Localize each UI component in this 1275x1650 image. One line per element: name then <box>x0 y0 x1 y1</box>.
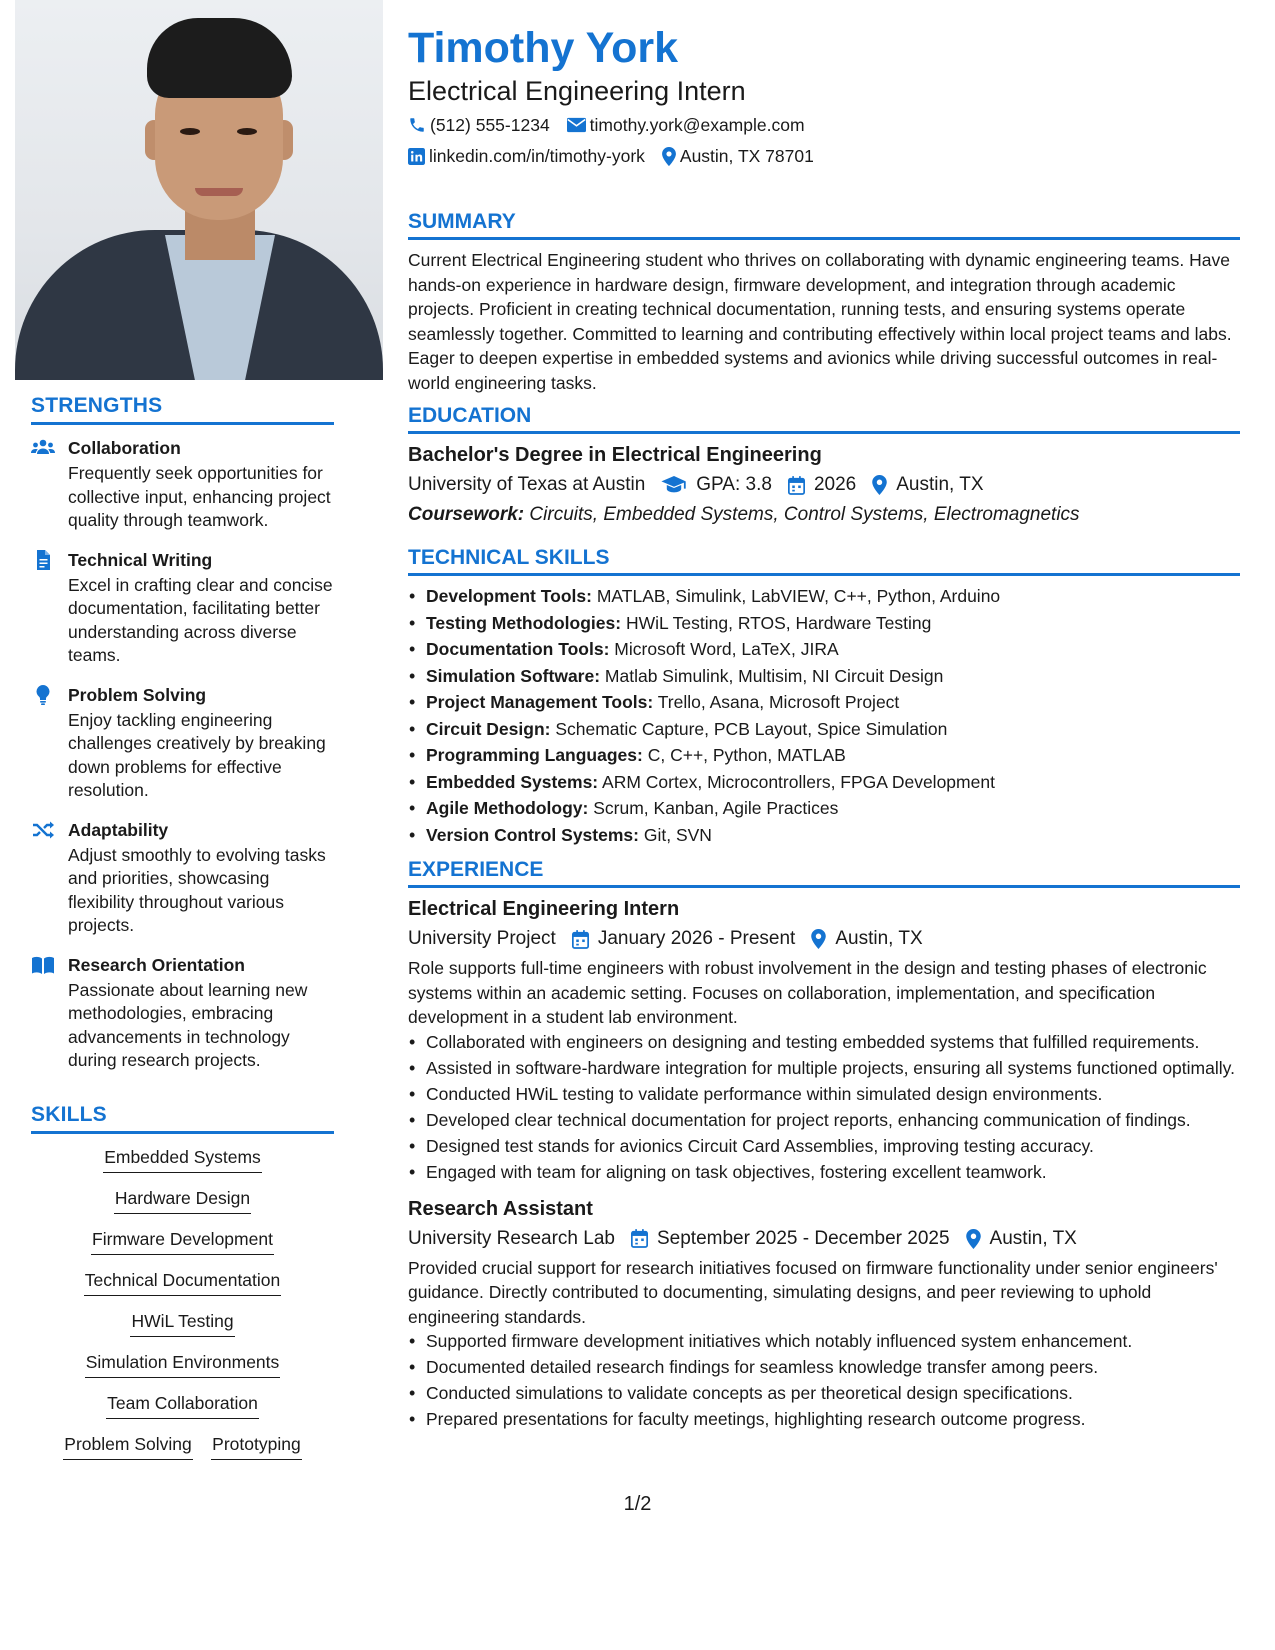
strength-title: Technical Writing <box>68 549 213 570</box>
education-heading: EDUCATION <box>408 404 1240 434</box>
linkedin-icon <box>408 148 425 165</box>
graduation-year: 2026 <box>788 472 856 498</box>
calendar-icon <box>788 476 805 495</box>
list-item: • Simulation Software: Matlab Simulink, Multisim, NI Circuit Design <box>426 664 1240 689</box>
map-pin-icon <box>872 475 887 495</box>
strength-title: Collaboration <box>68 438 181 458</box>
school-name: University of Texas at Austin <box>408 474 646 495</box>
skill-tag: Embedded Systems <box>103 1146 262 1173</box>
contact-phone[interactable] <box>408 114 550 136</box>
location-text: Austin, TX 78701 <box>679 146 814 166</box>
strength-desc: Enjoy tackling engineering challenges creatively by breaking down problems for effective resolution. <box>68 709 326 800</box>
list-item: • Version Control Systems: Git, SVN <box>426 823 1240 848</box>
strength-title: Problem Solving <box>68 684 207 705</box>
list-item: • Collaborated with engineers on designing and testing embedded systems that fulfilled requirements. <box>426 1030 1240 1054</box>
map-pin-icon <box>966 1229 981 1249</box>
skill-tag: HWiL Testing <box>130 1310 234 1337</box>
contact-row <box>408 145 831 167</box>
list-item: • Developed clear technical documentation for project reports, enhancing communication of findings. <box>426 1108 1240 1132</box>
job-location: Austin, TX <box>811 926 922 952</box>
job-description: Role supports full-time engineers with robust involvement in the design and testing phases of electronic systems within an academic setting. Focuses on collaboration, implementation, and specification development in a student lab environment. <box>408 958 1207 1027</box>
skill-tag: Prototyping <box>211 1433 302 1460</box>
skill-tag: Simulation Environments <box>85 1351 281 1378</box>
skill-tag: Technical Documentation <box>84 1269 282 1296</box>
strength-desc: Excel in crafting clear and concise documentation, facilitating better understanding across diverse teams. <box>68 574 333 665</box>
education-location: Austin, TX <box>872 472 983 498</box>
list-item: • Testing Methodologies: HWiL Testing, RTOS, Hardware Testing <box>426 611 1240 636</box>
skill-tag: Team Collaboration <box>106 1392 259 1419</box>
map-pin-icon <box>811 929 826 949</box>
candidate-name: Timothy York <box>408 24 679 72</box>
job-bullets <box>408 1030 1240 1184</box>
list-item: • Conducted simulations to validate concepts as per theoretical design specifications. <box>426 1381 1240 1405</box>
map-pin-icon <box>662 147 676 166</box>
role-title: Electrical Engineering Intern <box>408 898 680 920</box>
list-item: • Documented detailed research findings for seamless knowledge transfer among peers. <box>426 1355 1240 1379</box>
document-icon <box>31 550 55 570</box>
technical-skills-heading: TECHNICAL SKILLS <box>408 546 1240 576</box>
experience-entry <box>408 1196 1240 1432</box>
education-section <box>408 404 1240 528</box>
graduation-cap-icon <box>661 476 687 494</box>
summary-heading: SUMMARY <box>408 210 1240 240</box>
degree-title: Bachelor's Degree in Electrical Engineering <box>408 444 822 466</box>
list-item: • Engaged with team for aligning on task objectives, fostering excellent teamwork. <box>426 1160 1240 1184</box>
contact-row <box>408 114 822 136</box>
skills-heading: SKILLS <box>31 1103 334 1134</box>
job-location: Austin, TX <box>966 1226 1077 1252</box>
job-bullets <box>408 1329 1240 1431</box>
list-item: • Project Management Tools: Trello, Asana, Microsoft Project <box>426 690 1240 715</box>
list-item: • Supported firmware development initiatives which notably influenced system enhancement. <box>426 1329 1240 1353</box>
strength-item <box>31 549 334 668</box>
list-item: • Circuit Design: Schematic Capture, PCB Layout, Spice Simulation <box>426 717 1240 742</box>
skill-tag: Problem Solving <box>63 1433 192 1460</box>
strength-item <box>31 819 334 938</box>
users-icon <box>31 438 55 458</box>
strength-desc: Adjust smoothly to evolving tasks and priorities, showcasing flexibility throughout various projects. <box>68 844 326 935</box>
strengths-section <box>31 394 334 1089</box>
technical-skills-list <box>408 584 1240 848</box>
strength-title: Research Orientation <box>68 954 245 975</box>
contact-linkedin[interactable] <box>408 145 645 167</box>
strength-title: Adaptability <box>68 819 169 840</box>
summary-text: Current Electrical Engineering student who thrives on collaborating with dynamic engineering teams. Have hands-on experience in hardware design, firmware development, and integration through academic projects. Proficient in creating technical documentation, running tests, and ensuring systems operate seamlessly together. Committed to learning and contributing effectively within local project teams and labs. Eager to deepen expertise in embedded systems and avionics while driving successful outcomes in real-world engineering tasks. <box>408 250 1232 393</box>
job-title: Electrical Engineering Intern <box>408 76 746 106</box>
strength-desc: Passionate about learning new methodologies, embracing advancements in technology during research projects. <box>68 979 308 1070</box>
list-item: • Prepared presentations for faculty meetings, highlighting research outcome progress. <box>426 1407 1240 1431</box>
page-number: 1/2 <box>623 1493 652 1515</box>
experience-entry <box>408 896 1240 1184</box>
organization: University Research Lab <box>408 1227 615 1249</box>
technical-skills-section <box>408 546 1240 849</box>
gpa: GPA: 3.8 <box>661 472 772 498</box>
contact-email[interactable] <box>567 114 805 136</box>
left-column <box>0 0 383 1650</box>
job-dates: January 2026 - Present <box>572 926 796 952</box>
contact-location <box>662 145 814 167</box>
phone-icon <box>408 116 426 134</box>
experience-section <box>408 858 1240 1433</box>
job-dates: September 2025 - December 2025 <box>631 1226 950 1252</box>
strength-item <box>31 437 334 533</box>
list-item: • Conducted HWiL testing to validate performance within simulated design environments. <box>426 1082 1240 1106</box>
coursework <box>408 502 1240 528</box>
profile-photo <box>15 0 383 380</box>
shuffle-icon <box>31 820 55 840</box>
lightbulb-icon <box>31 685 55 705</box>
envelope-icon <box>567 117 586 133</box>
list-item: • Assisted in software-hardware integration for multiple projects, ensuring all systems functioned optimally. <box>426 1056 1240 1080</box>
skill-tag: Firmware Development <box>91 1228 274 1255</box>
education-meta <box>408 472 1240 498</box>
skills-list <box>31 1146 334 1474</box>
calendar-icon <box>631 1229 648 1248</box>
job-meta <box>408 1226 1240 1252</box>
strength-item <box>31 684 334 803</box>
coursework-list: Circuits, Embedded Systems, Control Systems, Electromagnetics <box>529 504 1080 525</box>
role-title: Research Assistant <box>408 1197 593 1220</box>
phone-text: (512) 555-1234 <box>430 115 550 135</box>
list-item: • Programming Languages: C, C++, Python, MATLAB <box>426 743 1240 768</box>
list-item: • Agile Methodology: Scrum, Kanban, Agile Practices <box>426 796 1240 821</box>
skill-tag: Hardware Design <box>114 1187 251 1214</box>
list-item: • Embedded Systems: ARM Cortex, Microcontrollers, FPGA Development <box>426 770 1240 795</box>
linkedin-text: linkedin.com/in/timothy-york <box>429 146 645 166</box>
strength-desc: Frequently seek opportunities for collective input, enhancing project quality through teamwork. <box>68 463 331 530</box>
list-item: • Designed test stands for avionics Circuit Card Assemblies, improving testing accuracy. <box>426 1134 1240 1158</box>
book-icon <box>31 955 55 975</box>
strength-item <box>31 954 334 1073</box>
job-description: Provided crucial support for research initiatives focused on firmware functionality under senior engineers' guidance. Directly contributed to documenting, simulating designs, and peer reviewing to uphold engineering standards. <box>408 1257 1218 1327</box>
organization: University Project <box>408 928 556 949</box>
email-text: timothy.york@example.com <box>589 115 805 135</box>
job-meta <box>408 926 1240 952</box>
list-item: • Development Tools: MATLAB, Simulink, LabVIEW, C++, Python, Arduino <box>426 584 1240 609</box>
calendar-icon <box>572 930 589 949</box>
strengths-heading: STRENGTHS <box>31 394 334 425</box>
skills-section <box>31 1103 334 1474</box>
summary-section <box>408 210 1240 395</box>
experience-heading: EXPERIENCE <box>408 858 1240 888</box>
list-item: • Documentation Tools: Microsoft Word, LaTeX, JIRA <box>426 637 1240 662</box>
coursework-label: Coursework: <box>408 504 525 525</box>
